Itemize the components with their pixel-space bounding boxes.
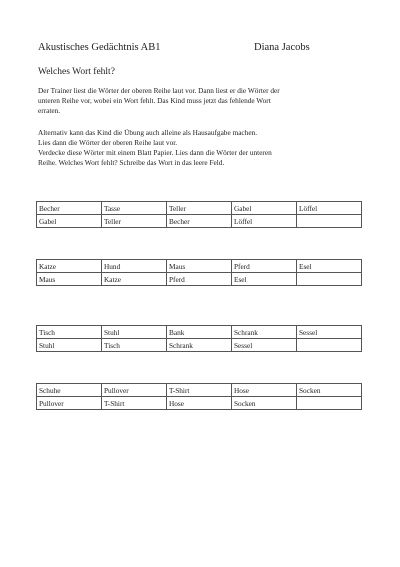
word-table-clothes xyxy=(36,383,362,410)
worksheet-title: Akustisches Gedächtnis AB1 xyxy=(38,42,161,53)
word-cell: Tasse xyxy=(102,202,167,215)
word-cell: Löffel xyxy=(297,202,362,215)
word-cell: Hose xyxy=(232,384,297,397)
word-cell: Katze xyxy=(102,273,167,286)
answer-field[interactable] xyxy=(297,397,362,410)
word-table-kitchen xyxy=(36,201,362,228)
word-row-bottom xyxy=(37,273,362,286)
word-cell: Pferd xyxy=(232,260,297,273)
word-cell: Socken xyxy=(232,397,297,410)
word-cell: Esel xyxy=(297,260,362,273)
word-cell: Löffel xyxy=(232,215,297,228)
word-cell: Sessel xyxy=(232,339,297,352)
word-cell: Esel xyxy=(232,273,297,286)
word-table-animals xyxy=(36,259,362,286)
word-cell: Schrank xyxy=(232,326,297,339)
word-cell: Stuhl xyxy=(37,339,102,352)
word-cell: Gabel xyxy=(232,202,297,215)
word-cell: Hund xyxy=(102,260,167,273)
word-row-bottom xyxy=(37,339,362,352)
word-cell: Bank xyxy=(167,326,232,339)
word-cell: Schuhe xyxy=(37,384,102,397)
instruction-line: Verdecke diese Wörter mit einem Blatt Papier. Lies dann die Wörter der unteren xyxy=(38,147,272,157)
word-cell: Becher xyxy=(37,202,102,215)
word-cell: Pullover xyxy=(102,384,167,397)
word-row-top xyxy=(37,384,362,397)
answer-field[interactable] xyxy=(297,273,362,286)
instructions-alternative xyxy=(38,128,368,168)
word-cell: Sessel xyxy=(297,326,362,339)
word-cell: Socken xyxy=(297,384,362,397)
word-cell: Katze xyxy=(37,260,102,273)
word-cell: Schrank xyxy=(167,339,232,352)
answer-field[interactable] xyxy=(297,215,362,228)
instruction-line: Lies dann die Wörter der oberen Reihe laut vor. xyxy=(38,137,178,147)
instruction-line: Reihe. Welches Wort fehlt? Schreibe das Wort in das leere Feld. xyxy=(38,157,225,167)
word-cell: Maus xyxy=(37,273,102,286)
word-cell: Tisch xyxy=(102,339,167,352)
word-cell: T-Shirt xyxy=(102,397,167,410)
instruction-line: erraten. xyxy=(38,105,61,115)
word-cell: Gabel xyxy=(37,215,102,228)
word-cell: Becher xyxy=(167,215,232,228)
word-cell: Pferd xyxy=(167,273,232,286)
word-cell: Pullover xyxy=(37,397,102,410)
word-cell: Stuhl xyxy=(102,326,167,339)
word-row-bottom xyxy=(37,215,362,228)
exercise-heading: Welches Wort fehlt? xyxy=(38,67,115,77)
word-row-top xyxy=(37,260,362,273)
instruction-line: unteren Reihe vor, wobei ein Wort fehlt. Das Kind muss jetzt das fehlende Wort xyxy=(38,95,271,105)
instructions-trainer xyxy=(38,86,368,116)
word-table-furniture xyxy=(36,325,362,352)
instruction-line: Der Trainer liest die Wörter der oberen Reihe laut vor. Dann liest er die Wörter der xyxy=(38,86,280,95)
word-row-bottom xyxy=(37,397,362,410)
answer-field[interactable] xyxy=(297,339,362,352)
word-cell: Maus xyxy=(167,260,232,273)
author-name: Diana Jacobs xyxy=(254,42,310,53)
word-cell: Teller xyxy=(102,215,167,228)
word-row-top xyxy=(37,326,362,339)
word-cell: T-Shirt xyxy=(167,384,232,397)
word-cell: Teller xyxy=(167,202,232,215)
word-cell: Hose xyxy=(167,397,232,410)
word-row-top xyxy=(37,202,362,215)
word-cell: Tisch xyxy=(37,326,102,339)
instruction-line: Alternativ kann das Kind die Übung auch alleine als Hausaufgabe machen. xyxy=(38,128,258,137)
